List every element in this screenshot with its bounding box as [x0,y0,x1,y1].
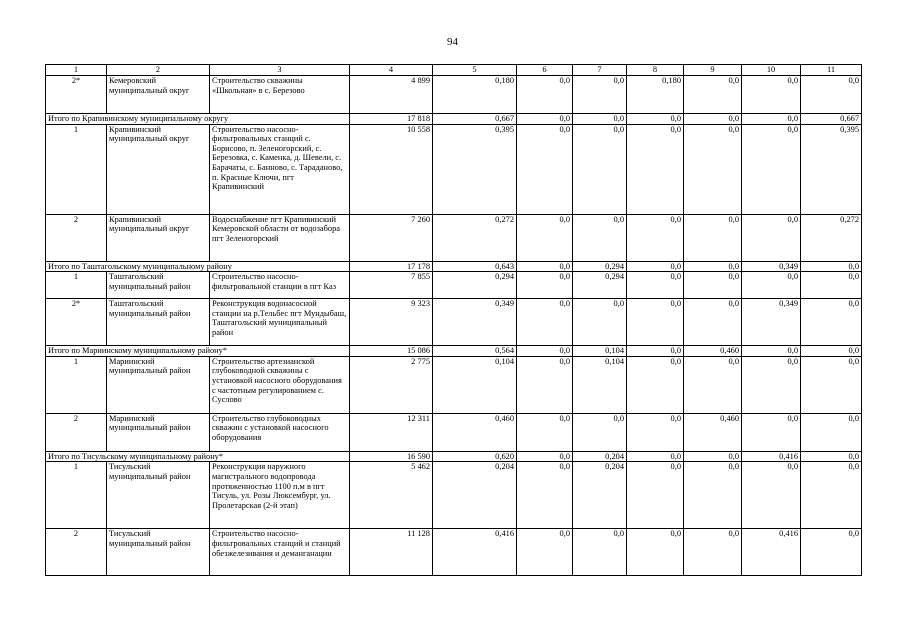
header-cell: 3 [210,65,350,76]
subtotal-value: 16 590 [350,451,433,462]
value-cell: 0,0 [684,124,742,214]
table-row [46,272,862,299]
value-cell: 0,0 [627,214,684,261]
subtotal-value: 0,0 [517,346,573,357]
subtotal-value: 17 818 [350,114,433,125]
row-number: 2* [46,76,107,114]
table-row [46,76,862,114]
municipality-cell: Таштагольский муниципальный район [107,299,210,346]
value-cell: 0,0 [517,76,573,114]
value-cell: 0,395 [801,124,862,214]
subtotal-value: 0,460 [684,346,742,357]
value-cell: 0,0 [627,299,684,346]
municipality-cell: Мариинский муниципальный район [107,356,210,413]
subtotal-value: 0,667 [801,114,862,125]
value-cell: 12 311 [350,413,433,451]
value-cell: 0,0 [627,356,684,413]
subtotal-row [46,261,862,272]
subtotal-value: 0,0 [801,346,862,357]
subtotal-value: 0,643 [433,261,517,272]
value-cell: 0,0 [517,356,573,413]
municipality-cell: Тисульский муниципальный район [107,529,210,576]
subtotal-value: 0,104 [573,346,627,357]
subtotal-value: 0,0 [517,261,573,272]
value-cell: 0,0 [742,214,801,261]
header-cell: 4 [350,65,433,76]
table-row [46,529,862,576]
row-number: 2 [46,529,107,576]
subtotal-value: 0,0 [517,114,573,125]
value-cell: 0,0 [801,356,862,413]
value-cell: 0,180 [433,76,517,114]
project-name-cell: Строительство насосно-фильтровальной станции в пгт Каз [210,272,350,299]
value-cell: 0,0 [801,529,862,576]
value-cell: 0,0 [742,413,801,451]
value-cell: 0,0 [742,76,801,114]
subtotal-label: Итого по Крапивинскому муниципальному округу [46,114,350,125]
value-cell: 0,395 [433,124,517,214]
header-cell: 8 [627,65,684,76]
table-row [46,462,862,529]
value-cell: 0,0 [742,356,801,413]
subtotal-value: 0,0 [742,346,801,357]
table-row [46,214,862,261]
subtotal-value: 0,0 [627,346,684,357]
header-cell: 7 [573,65,627,76]
subtotal-label: Итого по Тисульскому муниципальному району* [46,451,350,462]
subtotal-value: 0,0 [684,114,742,125]
municipality-cell: Кемеровский муниципальный округ [107,76,210,114]
value-cell: 0,0 [627,124,684,214]
value-cell: 0,104 [573,356,627,413]
value-cell: 0,0 [627,413,684,451]
value-cell: 0,0 [742,462,801,529]
subtotal-value: 17 178 [350,261,433,272]
subtotal-value: 15 086 [350,346,433,357]
value-cell: 0,0 [517,214,573,261]
value-cell: 0,0 [627,272,684,299]
row-number: 1 [46,356,107,413]
value-cell: 0,0 [684,299,742,346]
value-cell: 0,0 [517,124,573,214]
row-number: 1 [46,124,107,214]
subtotal-label: Итого по Таштагольскому муниципальному району [46,261,350,272]
value-cell: 0,294 [433,272,517,299]
header-cell: 9 [684,65,742,76]
value-cell: 0,0 [801,299,862,346]
value-cell: 0,104 [433,356,517,413]
table-body [46,76,862,576]
header-cell: 2 [107,65,210,76]
value-cell: 0,0 [627,529,684,576]
value-cell: 0,0 [573,413,627,451]
project-name-cell: Строительство насосно-фильтровальных станций с. Борисово, п. Зеленогорский, с. Березовка, с. Каменка, д. Шевели, с. Барачаты, с. Банново, с. Тараданово, п. Красные Ключи, пгт Крапивинский [210,124,350,214]
subtotal-value: 0,0 [627,114,684,125]
project-name-cell: Строительство насосно-фильтровальных станций и станций обезжелезивания и деманганации [210,529,350,576]
row-number: 1 [46,272,107,299]
value-cell: 0,0 [742,272,801,299]
header-cell: 10 [742,65,801,76]
value-cell: 0,0 [684,356,742,413]
value-cell: 0,0 [742,124,801,214]
value-cell: 0,0 [573,214,627,261]
header-row [46,65,862,76]
value-cell: 0,0 [684,76,742,114]
subtotal-row [46,451,862,462]
value-cell: 0,0 [517,413,573,451]
value-cell: 4 899 [350,76,433,114]
project-name-cell: Реконструкция наружного магистрального водопровода протяженностью 1100 п.м в пгт Тисуль, ул. Розы Люксембург, ул. Пролетарская (2-й этап) [210,462,350,529]
header-cell: 6 [517,65,573,76]
row-number: 2 [46,413,107,451]
value-cell: 0,0 [517,272,573,299]
project-name-cell: Реконструкция водонасосной станции на р.Тельбес пгт Мундыбаш, Таштагольский муниципальный район [210,299,350,346]
value-cell: 0,0 [573,299,627,346]
funding-table [45,64,862,576]
value-cell: 0,349 [742,299,801,346]
header-cell: 1 [46,65,107,76]
subtotal-value: 0,564 [433,346,517,357]
table-row [46,413,862,451]
project-name-cell: Строительство глубоководных скважин с установкой насосного оборудования [210,413,350,451]
value-cell: 2 775 [350,356,433,413]
value-cell: 0,0 [801,462,862,529]
value-cell: 0,0 [801,272,862,299]
value-cell: 0,460 [684,413,742,451]
subtotal-value: 0,349 [742,261,801,272]
value-cell: 0,272 [801,214,862,261]
subtotal-value: 0,294 [573,261,627,272]
municipality-cell: Крапивинский муниципальный округ [107,214,210,261]
subtotal-value: 0,0 [684,451,742,462]
header-cell: 5 [433,65,517,76]
subtotal-value: 0,620 [433,451,517,462]
value-cell: 11 128 [350,529,433,576]
value-cell: 0,0 [517,529,573,576]
value-cell: 0,204 [433,462,517,529]
page-number: 94 [447,36,458,48]
value-cell: 0,272 [433,214,517,261]
value-cell: 0,349 [433,299,517,346]
subtotal-value: 0,0 [684,261,742,272]
value-cell: 0,0 [684,272,742,299]
value-cell: 0,0 [684,214,742,261]
value-cell: 7 855 [350,272,433,299]
value-cell: 0,0 [627,462,684,529]
value-cell: 0,0 [684,462,742,529]
subtotal-row [46,114,862,125]
subtotal-row [46,346,862,357]
value-cell: 7 260 [350,214,433,261]
value-cell: 0,0 [684,529,742,576]
value-cell: 10 558 [350,124,433,214]
municipality-cell: Крапивинский муниципальный округ [107,124,210,214]
subtotal-value: 0,667 [433,114,517,125]
municipality-cell: Таштагольский муниципальный район [107,272,210,299]
value-cell: 0,416 [742,529,801,576]
municipality-cell: Мариинский муниципальный район [107,413,210,451]
value-cell: 9 323 [350,299,433,346]
row-number: 2 [46,214,107,261]
value-cell: 0,0 [517,462,573,529]
subtotal-value: 0,0 [801,261,862,272]
value-cell: 0,204 [573,462,627,529]
subtotal-value: 0,0 [742,114,801,125]
value-cell: 0,416 [433,529,517,576]
value-cell: 0,460 [433,413,517,451]
row-number: 2* [46,299,107,346]
project-name-cell: Строительство артезианской глубоководной скважины с установкой насосного оборудования с частотным регулированием с. Суслово [210,356,350,413]
subtotal-value: 0,0 [801,451,862,462]
municipality-cell: Тисульский муниципальный район [107,462,210,529]
project-name-cell: Строительство скважины «Школьная» в с. Березово [210,76,350,114]
value-cell: 0,0 [801,76,862,114]
subtotal-value: 0,0 [573,114,627,125]
value-cell: 0,180 [627,76,684,114]
subtotal-value: 0,0 [627,261,684,272]
value-cell: 0,294 [573,272,627,299]
value-cell: 5 462 [350,462,433,529]
value-cell: 0,0 [573,124,627,214]
table-row [46,356,862,413]
value-cell: 0,0 [573,529,627,576]
subtotal-value: 0,0 [517,451,573,462]
header-cell: 11 [801,65,862,76]
project-name-cell: Водоснабжение пгт Крапивинский Кемеровской области от водозабора пгт Зеленогорский [210,214,350,261]
subtotal-value: 0,204 [573,451,627,462]
subtotal-value: 0,0 [627,451,684,462]
row-number: 1 [46,462,107,529]
subtotal-label: Итого по Мариинскому муниципальному району* [46,346,350,357]
value-cell: 0,0 [517,299,573,346]
subtotal-value: 0,416 [742,451,801,462]
table-row [46,299,862,346]
value-cell: 0,0 [573,76,627,114]
value-cell: 0,0 [801,413,862,451]
table-row [46,124,862,214]
